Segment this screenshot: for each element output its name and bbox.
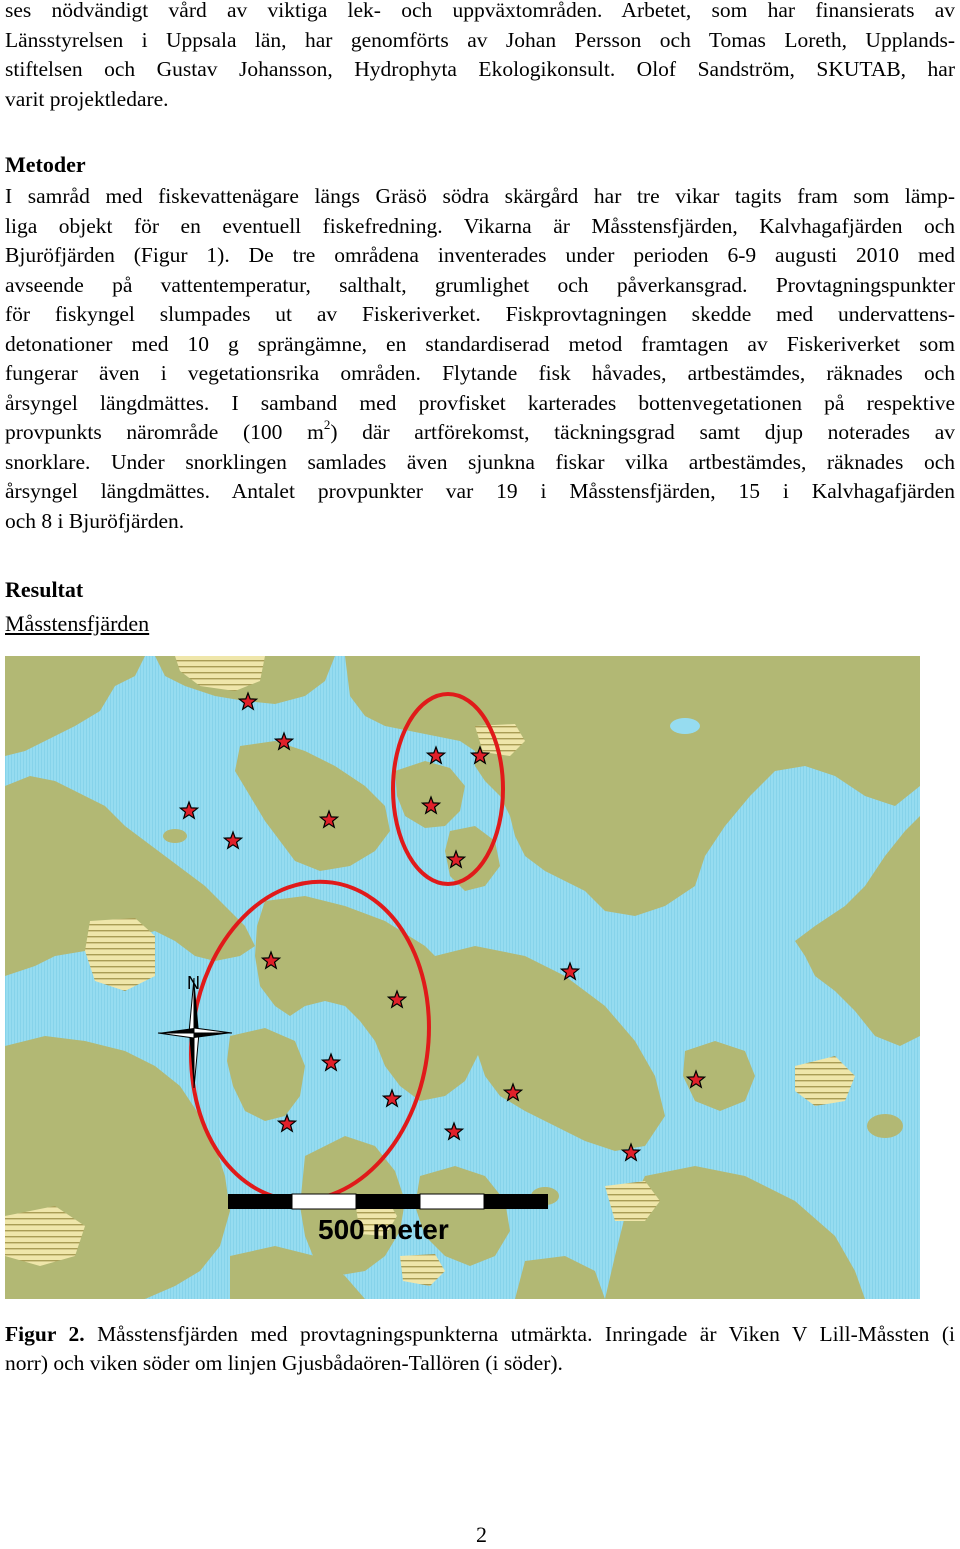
methods-line: Bjuröfjärden (Figur 1). De tre områdena inventerades under perioden 6-9 augusti 2010 med bbox=[5, 243, 955, 267]
methods-heading: Metoder bbox=[5, 152, 86, 177]
intro-line: ses nödvändigt vård av viktiga lek- och uppväxtområden. Arbetet, som har finansierats av bbox=[5, 0, 955, 22]
north-label: N bbox=[187, 973, 200, 993]
page-number: 2 bbox=[476, 1522, 487, 1547]
methods-line: årsyngel längdmättes. Antalet provpunkter var 19 i Måsstensfjärden, 15 i Kalvhagafjärden bbox=[5, 479, 955, 503]
results-heading: Resultat bbox=[5, 577, 84, 602]
methods-line: I samråd med fiskevattenägare längs Gräsö södra skärgård har tre vikar tagits fram som lämp- bbox=[5, 184, 955, 208]
methods-line: fungerar även i vegetationsrika områden. Flytande fisk håvades, artbestämdes, räknades och bbox=[5, 361, 955, 385]
methods-line-part: ) där artförekomst, täckningsgrad samt djup noterades av bbox=[330, 420, 955, 444]
methods-line: snorklare. Under snorklingen samlades även sjunkna fiskar vilka artbestämdes, räknades och bbox=[5, 449, 955, 474]
scale-label: 500 meter bbox=[318, 1214, 449, 1245]
intro-line: Länsstyrelsen i Uppsala län, har genomförts av Johan Persson och Tomas Loreth, Upplands- bbox=[5, 27, 955, 52]
results-subheading: Måsstensfjärden bbox=[5, 611, 150, 636]
methods-line-part: provpunkts närområde (100 m bbox=[5, 420, 324, 444]
figure-caption bbox=[5, 1320, 955, 1378]
scale-bar bbox=[228, 1194, 548, 1209]
methods-line: för fiskyngel slumpades ut av Fiskeriverket. Fiskprovtagningen skedde med undervattens- bbox=[5, 302, 955, 326]
methods-line: och 8 i Bjuröfjärden. bbox=[5, 508, 185, 533]
methods-line-sup bbox=[5, 418, 955, 448]
methods-line: avseende på vattentemperatur, salthalt, grumlighet och påverkansgrad. Provtagningspunkter bbox=[5, 272, 955, 297]
superscript: 2 bbox=[323, 416, 331, 432]
methods-line: årsyngel längdmättes. I samband med provfisket karterades bottenvegetationen på respektive bbox=[5, 390, 955, 415]
methods-line: liga objekt för en eventuell fiskefredning. Vikarna är Måsstensfjärden, Kalvhagafjärden och bbox=[5, 213, 955, 238]
intro-line: stiftelsen och Gustav Johansson, Hydrophyta Ekologikonsult. Olof Sandström, SKUTAB, har bbox=[5, 57, 955, 81]
caption-text: Måsstensfjärden med provtagningspunkterna utmärkta. Inringade är Viken V Lill-Måssten (i bbox=[97, 1322, 956, 1346]
caption-label: Figur 2. bbox=[5, 1322, 85, 1346]
intro-paragraph bbox=[5, 0, 955, 114]
methods-paragraph bbox=[5, 182, 955, 536]
map-figure bbox=[5, 656, 920, 1299]
caption-line bbox=[5, 1320, 955, 1349]
caption-line: norr) och viken söder om linjen Gjusbådaören-Tallören (i söder). bbox=[5, 1351, 563, 1375]
intro-line: varit projektledare. bbox=[5, 86, 169, 111]
methods-line: detonationer med 10 g sprängämne, en standardiserad metod framtagen av Fiskeriverket som bbox=[5, 331, 955, 356]
